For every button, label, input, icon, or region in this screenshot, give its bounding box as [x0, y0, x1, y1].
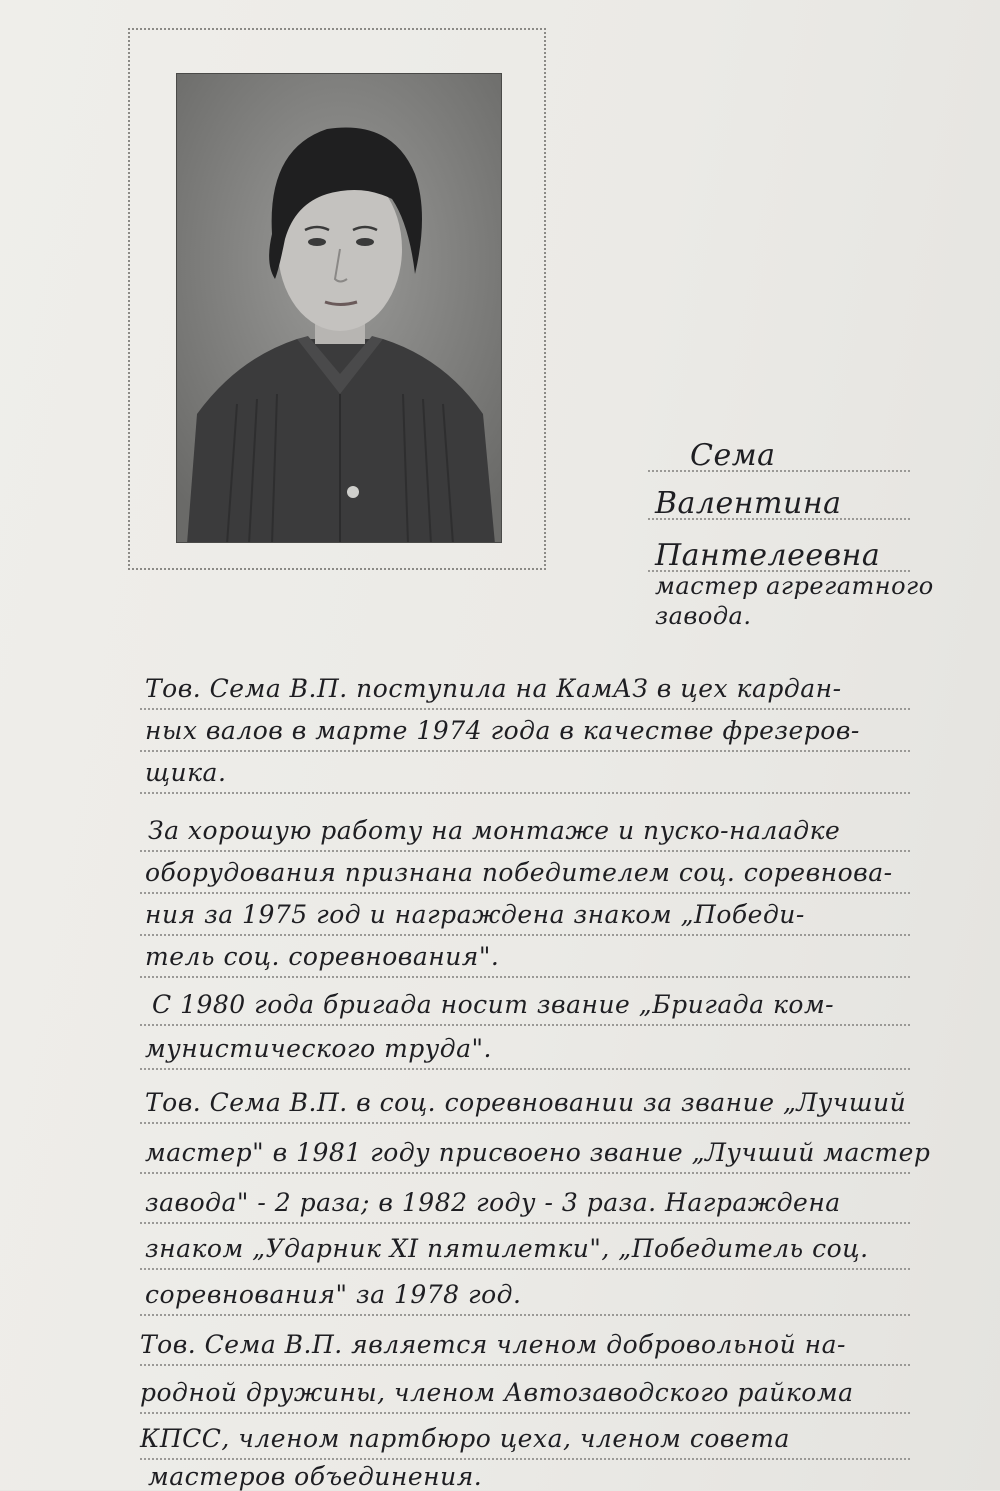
rule-line: [140, 850, 910, 852]
body-line: родной дружины, членом Автозаводского райкома: [140, 1378, 854, 1407]
rule-line: [140, 1024, 910, 1026]
portrait-photo: [176, 73, 502, 543]
body-line: щика.: [145, 758, 227, 787]
body-line: КПСС, членом партбюро цеха, членом совета: [140, 1424, 790, 1453]
rule-line: [140, 1458, 910, 1460]
body-line: Тов. Сема В.П. в соц. соревновании за звание „Лучший: [145, 1088, 907, 1117]
portrait-image: [177, 74, 502, 543]
rule-line: [140, 1268, 910, 1270]
body-line: оборудования признана победителем соц. соревнова-: [145, 858, 893, 887]
body-line: мунистического труда".: [145, 1034, 492, 1063]
position-line-2: завода.: [655, 602, 752, 630]
rule-line: [140, 976, 910, 978]
rule-line: [140, 1122, 910, 1124]
body-line: Тов. Сема В.П. является членом добровольной на-: [140, 1330, 846, 1359]
body-line: С 1980 года бригада носит звание „Бригада ком-: [152, 990, 835, 1019]
rule-line: [140, 892, 910, 894]
body-line: завода" - 2 раза; в 1982 году - 3 раза. Награждена: [145, 1188, 841, 1217]
first-name: Валентина: [655, 486, 842, 521]
body-line: Тов. Сема В.П. поступила на КамАЗ в цех кардан-: [145, 674, 842, 703]
body-line: ных валов в марте 1974 года в качестве фрезеров-: [145, 716, 860, 745]
body-line: мастеров объединения.: [148, 1462, 483, 1491]
rule-line: [140, 708, 910, 710]
body-line: тель соц. соревнования".: [145, 942, 500, 971]
rule-line: [140, 1172, 910, 1174]
rule-line: [140, 1222, 910, 1224]
body-line: соревнования" за 1978 год.: [145, 1280, 522, 1309]
rule-line: [140, 792, 910, 794]
rule-line: [140, 1364, 910, 1366]
surname: Сема: [690, 438, 776, 473]
rule-surname: [648, 470, 910, 472]
position-line-1: мастер агрегатного: [655, 572, 934, 600]
rule-line: [140, 934, 910, 936]
rule-line: [140, 1412, 910, 1414]
body-line: ния за 1975 год и награждена знаком „Победи-: [145, 900, 805, 929]
patronymic: Пантелеевна: [655, 538, 881, 573]
body-line: За хорошую работу на монтаже и пуско-наладке: [148, 816, 841, 845]
rule-line: [140, 1068, 910, 1070]
rule-line: [140, 750, 910, 752]
rule-line: [140, 1314, 910, 1316]
body-line: мастер" в 1981 году присвоено звание „Лучший мастер: [145, 1138, 931, 1167]
body-line: знаком „Ударник XI пятилетки", „Победитель соц.: [145, 1234, 869, 1263]
